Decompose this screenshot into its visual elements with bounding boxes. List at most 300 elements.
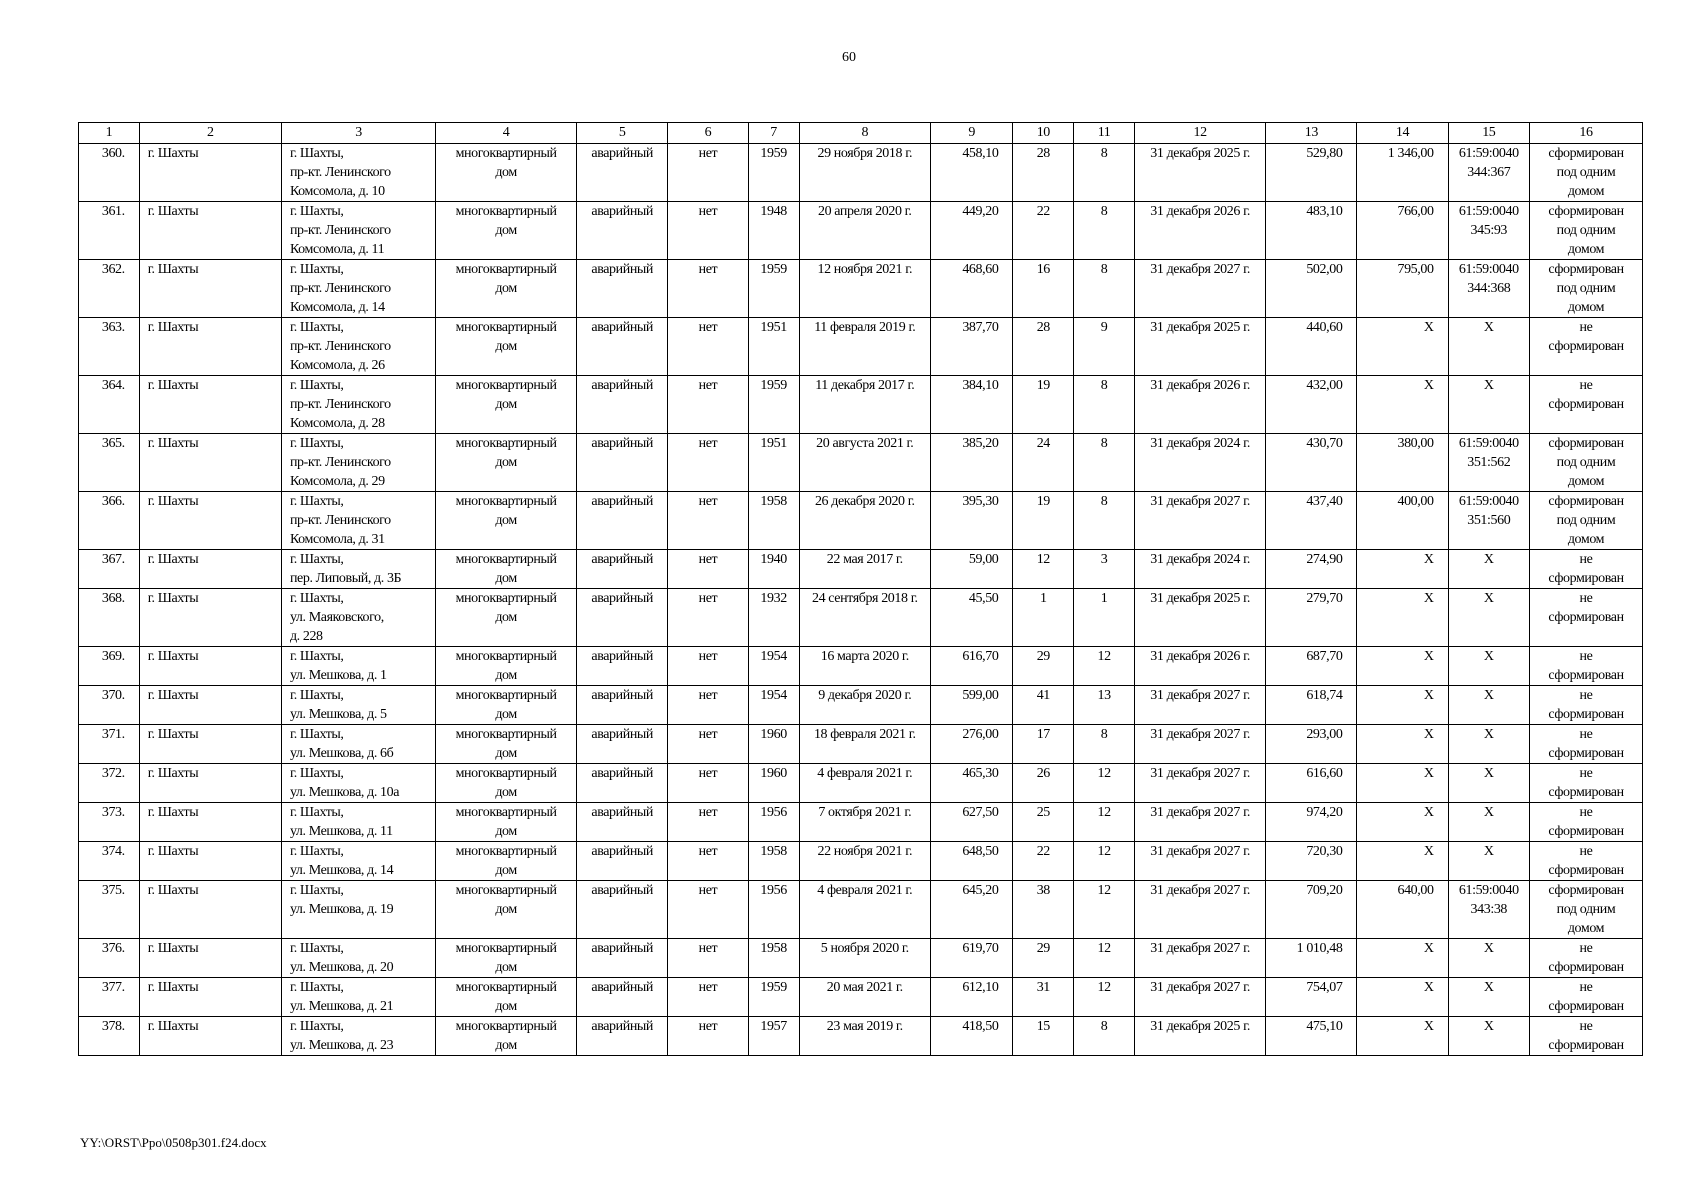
cell-building-type: многоквартирный дом [436, 939, 577, 978]
cell-recognized-flag: нет [668, 647, 748, 686]
cell-apartments: 13 [1074, 686, 1135, 725]
cell-recognition-date: 18 февраля 2021 г. [799, 725, 930, 764]
cell-year-built: 1958 [748, 492, 799, 550]
cell-land-status: не сформирован [1529, 589, 1642, 647]
cell-recognition-date: 5 ноября 2020 г. [799, 939, 930, 978]
column-header-16: 16 [1529, 123, 1642, 144]
cell-recognition-date: 26 декабря 2020 г. [799, 492, 930, 550]
cell-year-built: 1959 [748, 260, 799, 318]
cell-row-number: 361. [79, 202, 140, 260]
cell-residents: 29 [1013, 647, 1074, 686]
cell-row-number: 367. [79, 550, 140, 589]
table-row [79, 764, 1643, 803]
cell-area: 627,50 [930, 803, 1012, 842]
cell-resettlement-deadline: 31 декабря 2026 г. [1134, 376, 1265, 434]
cell-address: г. Шахты, ул. Мешкова, д. 21 [281, 978, 435, 1017]
cell-recognized-flag: нет [668, 978, 748, 1017]
cell-land-area: Х [1357, 589, 1448, 647]
cell-year-built: 1958 [748, 939, 799, 978]
cell-cadastral-number: 61:59:0040 345:93 [1448, 202, 1529, 260]
cell-building-type: многоквартирный дом [436, 434, 577, 492]
cell-residents: 29 [1013, 939, 1074, 978]
cell-land-area: Х [1357, 978, 1448, 1017]
cell-municipality: г. Шахты [139, 260, 281, 318]
cell-year-built: 1960 [748, 764, 799, 803]
cell-living-area: 616,60 [1266, 764, 1357, 803]
cell-municipality: г. Шахты [139, 318, 281, 376]
cell-apartments: 3 [1074, 550, 1135, 589]
column-header-3: 3 [281, 123, 435, 144]
cell-recognition-date: 7 октября 2021 г. [799, 803, 930, 842]
column-header-7: 7 [748, 123, 799, 144]
cell-recognized-flag: нет [668, 550, 748, 589]
cell-address: г. Шахты, ул. Мешкова, д. 5 [281, 686, 435, 725]
cell-land-status: не сформирован [1529, 647, 1642, 686]
cell-recognized-flag: нет [668, 589, 748, 647]
cell-cadastral-number: Х [1448, 842, 1529, 881]
cell-recognized-flag: нет [668, 842, 748, 881]
cell-resettlement-deadline: 31 декабря 2025 г. [1134, 1017, 1265, 1056]
cell-apartments: 12 [1074, 764, 1135, 803]
cell-recognized-flag: нет [668, 492, 748, 550]
cell-area: 418,50 [930, 1017, 1012, 1056]
cell-municipality: г. Шахты [139, 589, 281, 647]
cell-year-built: 1959 [748, 376, 799, 434]
cell-year-built: 1960 [748, 725, 799, 764]
cell-municipality: г. Шахты [139, 647, 281, 686]
cell-row-number: 362. [79, 260, 140, 318]
cell-living-area: 754,07 [1266, 978, 1357, 1017]
cell-address: г. Шахты, ул. Мешкова, д. 11 [281, 803, 435, 842]
cell-row-number: 363. [79, 318, 140, 376]
cell-municipality: г. Шахты [139, 550, 281, 589]
cell-residents: 31 [1013, 978, 1074, 1017]
cell-residents: 22 [1013, 842, 1074, 881]
cell-land-area: Х [1357, 647, 1448, 686]
cell-resettlement-deadline: 31 декабря 2027 г. [1134, 725, 1265, 764]
cell-row-number: 369. [79, 647, 140, 686]
cell-year-built: 1951 [748, 318, 799, 376]
cell-municipality: г. Шахты [139, 725, 281, 764]
cell-residents: 19 [1013, 376, 1074, 434]
cell-apartments: 12 [1074, 803, 1135, 842]
cell-land-area: Х [1357, 376, 1448, 434]
cell-building-type: многоквартирный дом [436, 803, 577, 842]
cell-building-type: многоквартирный дом [436, 260, 577, 318]
cell-condition: аварийный [577, 725, 668, 764]
cell-recognized-flag: нет [668, 318, 748, 376]
cell-living-area: 709,20 [1266, 881, 1357, 939]
cell-apartments: 8 [1074, 144, 1135, 202]
cell-building-type: многоквартирный дом [436, 725, 577, 764]
cell-land-area: 766,00 [1357, 202, 1448, 260]
cell-recognized-flag: нет [668, 202, 748, 260]
cell-apartments: 12 [1074, 881, 1135, 939]
cell-living-area: 432,00 [1266, 376, 1357, 434]
cell-living-area: 440,60 [1266, 318, 1357, 376]
cell-area: 648,50 [930, 842, 1012, 881]
cell-building-type: многоквартирный дом [436, 376, 577, 434]
cell-address: г. Шахты, пр-кт. Ленинского Комсомола, д. 14 [281, 260, 435, 318]
cell-apartments: 12 [1074, 939, 1135, 978]
cell-municipality: г. Шахты [139, 978, 281, 1017]
cell-condition: аварийный [577, 589, 668, 647]
cell-cadastral-number: 61:59:0040 344:367 [1448, 144, 1529, 202]
cell-cadastral-number: Х [1448, 647, 1529, 686]
cell-address: г. Шахты, пр-кт. Ленинского Комсомола, д. 28 [281, 376, 435, 434]
cell-land-status: сформирован под одним домом [1529, 202, 1642, 260]
cell-land-status: не сформирован [1529, 764, 1642, 803]
cell-cadastral-number: 61:59:0040 351:562 [1448, 434, 1529, 492]
column-header-5: 5 [577, 123, 668, 144]
table-row [79, 725, 1643, 764]
cell-residents: 15 [1013, 1017, 1074, 1056]
cell-condition: аварийный [577, 550, 668, 589]
cell-land-area: Х [1357, 686, 1448, 725]
cell-building-type: многоквартирный дом [436, 686, 577, 725]
cell-land-status: не сформирован [1529, 686, 1642, 725]
column-header-6: 6 [668, 123, 748, 144]
cell-address: г. Шахты, ул. Маяковского, д. 228 [281, 589, 435, 647]
cell-recognized-flag: нет [668, 803, 748, 842]
cell-apartments: 8 [1074, 1017, 1135, 1056]
cell-row-number: 366. [79, 492, 140, 550]
cell-recognized-flag: нет [668, 764, 748, 803]
cell-cadastral-number: Х [1448, 803, 1529, 842]
cell-condition: аварийный [577, 260, 668, 318]
cell-address: г. Шахты, ул. Мешкова, д. 6б [281, 725, 435, 764]
cell-condition: аварийный [577, 978, 668, 1017]
column-header-11: 11 [1074, 123, 1135, 144]
cell-land-area: Х [1357, 1017, 1448, 1056]
cell-recognized-flag: нет [668, 686, 748, 725]
cell-resettlement-deadline: 31 декабря 2027 г. [1134, 881, 1265, 939]
cell-condition: аварийный [577, 318, 668, 376]
cell-address: г. Шахты, пр-кт. Ленинского Комсомола, д. 29 [281, 434, 435, 492]
cell-condition: аварийный [577, 764, 668, 803]
cell-living-area: 687,70 [1266, 647, 1357, 686]
cell-resettlement-deadline: 31 декабря 2024 г. [1134, 434, 1265, 492]
cell-apartments: 8 [1074, 492, 1135, 550]
page-number: 60 [842, 50, 856, 65]
cell-address: г. Шахты, пер. Липовый, д. 3Б [281, 550, 435, 589]
cell-condition: аварийный [577, 1017, 668, 1056]
cell-row-number: 360. [79, 144, 140, 202]
cell-resettlement-deadline: 31 декабря 2027 г. [1134, 978, 1265, 1017]
cell-area: 619,70 [930, 939, 1012, 978]
cell-condition: аварийный [577, 686, 668, 725]
cell-year-built: 1956 [748, 803, 799, 842]
table-row [79, 589, 1643, 647]
cell-municipality: г. Шахты [139, 434, 281, 492]
cell-recognition-date: 20 мая 2021 г. [799, 978, 930, 1017]
table-row [79, 434, 1643, 492]
cell-recognized-flag: нет [668, 144, 748, 202]
cell-resettlement-deadline: 31 декабря 2026 г. [1134, 202, 1265, 260]
cell-municipality: г. Шахты [139, 1017, 281, 1056]
cell-year-built: 1932 [748, 589, 799, 647]
table-row [79, 803, 1643, 842]
table-row [79, 881, 1643, 939]
cell-municipality: г. Шахты [139, 881, 281, 939]
cell-municipality: г. Шахты [139, 842, 281, 881]
cell-land-status: не сформирован [1529, 725, 1642, 764]
cell-recognized-flag: нет [668, 725, 748, 764]
table-row [79, 647, 1643, 686]
cell-condition: аварийный [577, 144, 668, 202]
table-row [79, 842, 1643, 881]
housing-registry-table [78, 122, 1643, 1056]
cell-recognized-flag: нет [668, 260, 748, 318]
cell-area: 645,20 [930, 881, 1012, 939]
cell-resettlement-deadline: 31 декабря 2025 г. [1134, 589, 1265, 647]
cell-condition: аварийный [577, 647, 668, 686]
cell-living-area: 974,20 [1266, 803, 1357, 842]
cell-area: 468,60 [930, 260, 1012, 318]
cell-residents: 38 [1013, 881, 1074, 939]
cell-building-type: многоквартирный дом [436, 589, 577, 647]
cell-municipality: г. Шахты [139, 764, 281, 803]
cell-area: 395,30 [930, 492, 1012, 550]
cell-residents: 41 [1013, 686, 1074, 725]
cell-condition: аварийный [577, 202, 668, 260]
cell-residents: 25 [1013, 803, 1074, 842]
table-row [79, 550, 1643, 589]
cell-row-number: 376. [79, 939, 140, 978]
cell-area: 449,20 [930, 202, 1012, 260]
cell-area: 612,10 [930, 978, 1012, 1017]
cell-building-type: многоквартирный дом [436, 647, 577, 686]
cell-living-area: 529,80 [1266, 144, 1357, 202]
table-row [79, 202, 1643, 260]
cell-land-area: 400,00 [1357, 492, 1448, 550]
column-header-9: 9 [930, 123, 1012, 144]
cell-resettlement-deadline: 31 декабря 2027 г. [1134, 260, 1265, 318]
cell-year-built: 1954 [748, 686, 799, 725]
column-header-13: 13 [1266, 123, 1357, 144]
cell-land-status: не сформирован [1529, 550, 1642, 589]
cell-apartments: 12 [1074, 647, 1135, 686]
cell-cadastral-number: Х [1448, 376, 1529, 434]
cell-cadastral-number: 61:59:0040 351:560 [1448, 492, 1529, 550]
cell-land-area: 380,00 [1357, 434, 1448, 492]
cell-row-number: 375. [79, 881, 140, 939]
cell-land-area: Х [1357, 803, 1448, 842]
cell-cadastral-number: Х [1448, 764, 1529, 803]
cell-building-type: многоквартирный дом [436, 202, 577, 260]
cell-recognition-date: 29 ноября 2018 г. [799, 144, 930, 202]
cell-municipality: г. Шахты [139, 492, 281, 550]
cell-cadastral-number: Х [1448, 589, 1529, 647]
cell-municipality: г. Шахты [139, 376, 281, 434]
cell-municipality: г. Шахты [139, 686, 281, 725]
cell-resettlement-deadline: 31 декабря 2027 г. [1134, 764, 1265, 803]
cell-apartments: 8 [1074, 260, 1135, 318]
cell-living-area: 437,40 [1266, 492, 1357, 550]
cell-building-type: многоквартирный дом [436, 1017, 577, 1056]
footer-file-path: YY:\ORST\Ppo\0508p301.f24.docx [80, 1135, 267, 1150]
cell-living-area: 502,00 [1266, 260, 1357, 318]
cell-residents: 26 [1013, 764, 1074, 803]
cell-address: г. Шахты, ул. Мешкова, д. 23 [281, 1017, 435, 1056]
cell-condition: аварийный [577, 939, 668, 978]
cell-land-area: 1 346,00 [1357, 144, 1448, 202]
cell-recognition-date: 12 ноября 2021 г. [799, 260, 930, 318]
cell-living-area: 720,30 [1266, 842, 1357, 881]
cell-residents: 16 [1013, 260, 1074, 318]
cell-address: г. Шахты, пр-кт. Ленинского Комсомола, д. 26 [281, 318, 435, 376]
cell-land-area: 640,00 [1357, 881, 1448, 939]
cell-row-number: 371. [79, 725, 140, 764]
cell-area: 599,00 [930, 686, 1012, 725]
cell-land-status: не сформирован [1529, 803, 1642, 842]
cell-row-number: 364. [79, 376, 140, 434]
cell-address: г. Шахты, пр-кт. Ленинского Комсомола, д. 31 [281, 492, 435, 550]
cell-resettlement-deadline: 31 декабря 2026 г. [1134, 647, 1265, 686]
cell-address: г. Шахты, ул. Мешкова, д. 1 [281, 647, 435, 686]
cell-land-area: Х [1357, 550, 1448, 589]
table-row [79, 260, 1643, 318]
cell-living-area: 430,70 [1266, 434, 1357, 492]
cell-address: г. Шахты, пр-кт. Ленинского Комсомола, д. 10 [281, 144, 435, 202]
cell-recognition-date: 22 ноября 2021 г. [799, 842, 930, 881]
cell-living-area: 274,90 [1266, 550, 1357, 589]
cell-building-type: многоквартирный дом [436, 764, 577, 803]
cell-year-built: 1957 [748, 1017, 799, 1056]
cell-land-status: сформирован под одним домом [1529, 492, 1642, 550]
cell-cadastral-number: Х [1448, 318, 1529, 376]
cell-cadastral-number: Х [1448, 1017, 1529, 1056]
column-header-4: 4 [436, 123, 577, 144]
table-body [79, 144, 1643, 1056]
cell-living-area: 293,00 [1266, 725, 1357, 764]
cell-municipality: г. Шахты [139, 939, 281, 978]
cell-residents: 12 [1013, 550, 1074, 589]
cell-recognition-date: 22 мая 2017 г. [799, 550, 930, 589]
table-row [79, 318, 1643, 376]
table-row [79, 939, 1643, 978]
cell-cadastral-number: Х [1448, 686, 1529, 725]
cell-building-type: многоквартирный дом [436, 144, 577, 202]
cell-recognition-date: 4 февраля 2021 г. [799, 881, 930, 939]
cell-cadastral-number: Х [1448, 939, 1529, 978]
cell-residents: 22 [1013, 202, 1074, 260]
cell-area: 458,10 [930, 144, 1012, 202]
cell-apartments: 8 [1074, 376, 1135, 434]
cell-area: 45,50 [930, 589, 1012, 647]
cell-condition: аварийный [577, 842, 668, 881]
column-header-2: 2 [139, 123, 281, 144]
column-header-8: 8 [799, 123, 930, 144]
cell-recognized-flag: нет [668, 434, 748, 492]
cell-building-type: многоквартирный дом [436, 318, 577, 376]
cell-building-type: многоквартирный дом [436, 978, 577, 1017]
cell-resettlement-deadline: 31 декабря 2027 г. [1134, 842, 1265, 881]
cell-cadastral-number: Х [1448, 550, 1529, 589]
cell-cadastral-number: 61:59:0040 343:38 [1448, 881, 1529, 939]
cell-recognized-flag: нет [668, 881, 748, 939]
cell-building-type: многоквартирный дом [436, 881, 577, 939]
cell-residents: 17 [1013, 725, 1074, 764]
cell-resettlement-deadline: 31 декабря 2025 г. [1134, 318, 1265, 376]
cell-building-type: многоквартирный дом [436, 492, 577, 550]
cell-row-number: 374. [79, 842, 140, 881]
cell-land-status: не сформирован [1529, 1017, 1642, 1056]
cell-row-number: 373. [79, 803, 140, 842]
cell-land-area: Х [1357, 764, 1448, 803]
cell-area: 59,00 [930, 550, 1012, 589]
cell-cadastral-number: Х [1448, 978, 1529, 1017]
cell-building-type: многоквартирный дом [436, 550, 577, 589]
cell-address: г. Шахты, ул. Мешкова, д. 10а [281, 764, 435, 803]
cell-address: г. Шахты, ул. Мешкова, д. 14 [281, 842, 435, 881]
column-header-14: 14 [1357, 123, 1448, 144]
cell-cadastral-number: 61:59:0040 344:368 [1448, 260, 1529, 318]
cell-living-area: 279,70 [1266, 589, 1357, 647]
cell-resettlement-deadline: 31 декабря 2024 г. [1134, 550, 1265, 589]
cell-building-type: многоквартирный дом [436, 842, 577, 881]
cell-land-area: Х [1357, 318, 1448, 376]
cell-apartments: 8 [1074, 434, 1135, 492]
cell-area: 616,70 [930, 647, 1012, 686]
column-header-15: 15 [1448, 123, 1529, 144]
cell-address: г. Шахты, ул. Мешкова, д. 19 [281, 881, 435, 939]
cell-address: г. Шахты, пр-кт. Ленинского Комсомола, д. 11 [281, 202, 435, 260]
cell-residents: 28 [1013, 144, 1074, 202]
cell-row-number: 370. [79, 686, 140, 725]
header-row [79, 123, 1643, 144]
cell-municipality: г. Шахты [139, 803, 281, 842]
cell-municipality: г. Шахты [139, 144, 281, 202]
cell-recognition-date: 20 апреля 2020 г. [799, 202, 930, 260]
cell-land-status: не сформирован [1529, 842, 1642, 881]
cell-resettlement-deadline: 31 декабря 2027 г. [1134, 939, 1265, 978]
cell-row-number: 377. [79, 978, 140, 1017]
cell-resettlement-deadline: 31 декабря 2027 г. [1134, 492, 1265, 550]
cell-recognition-date: 23 мая 2019 г. [799, 1017, 930, 1056]
cell-land-status: сформирован под одним домом [1529, 434, 1642, 492]
cell-land-area: Х [1357, 939, 1448, 978]
column-header-10: 10 [1013, 123, 1074, 144]
table-row [79, 376, 1643, 434]
cell-living-area: 483,10 [1266, 202, 1357, 260]
cell-land-area: Х [1357, 842, 1448, 881]
cell-row-number: 365. [79, 434, 140, 492]
cell-area: 387,70 [930, 318, 1012, 376]
cell-apartments: 8 [1074, 725, 1135, 764]
cell-recognition-date: 24 сентября 2018 г. [799, 589, 930, 647]
cell-resettlement-deadline: 31 декабря 2027 г. [1134, 686, 1265, 725]
cell-recognized-flag: нет [668, 376, 748, 434]
cell-land-status: сформирован под одним домом [1529, 881, 1642, 939]
cell-recognition-date: 4 февраля 2021 г. [799, 764, 930, 803]
cell-recognition-date: 16 марта 2020 г. [799, 647, 930, 686]
cell-recognized-flag: нет [668, 1017, 748, 1056]
cell-apartments: 12 [1074, 978, 1135, 1017]
cell-year-built: 1959 [748, 144, 799, 202]
cell-year-built: 1956 [748, 881, 799, 939]
cell-apartments: 9 [1074, 318, 1135, 376]
cell-residents: 1 [1013, 589, 1074, 647]
cell-residents: 24 [1013, 434, 1074, 492]
cell-area: 276,00 [930, 725, 1012, 764]
cell-condition: аварийный [577, 881, 668, 939]
cell-cadastral-number: Х [1448, 725, 1529, 764]
cell-year-built: 1940 [748, 550, 799, 589]
cell-living-area: 618,74 [1266, 686, 1357, 725]
cell-municipality: г. Шахты [139, 202, 281, 260]
cell-year-built: 1951 [748, 434, 799, 492]
